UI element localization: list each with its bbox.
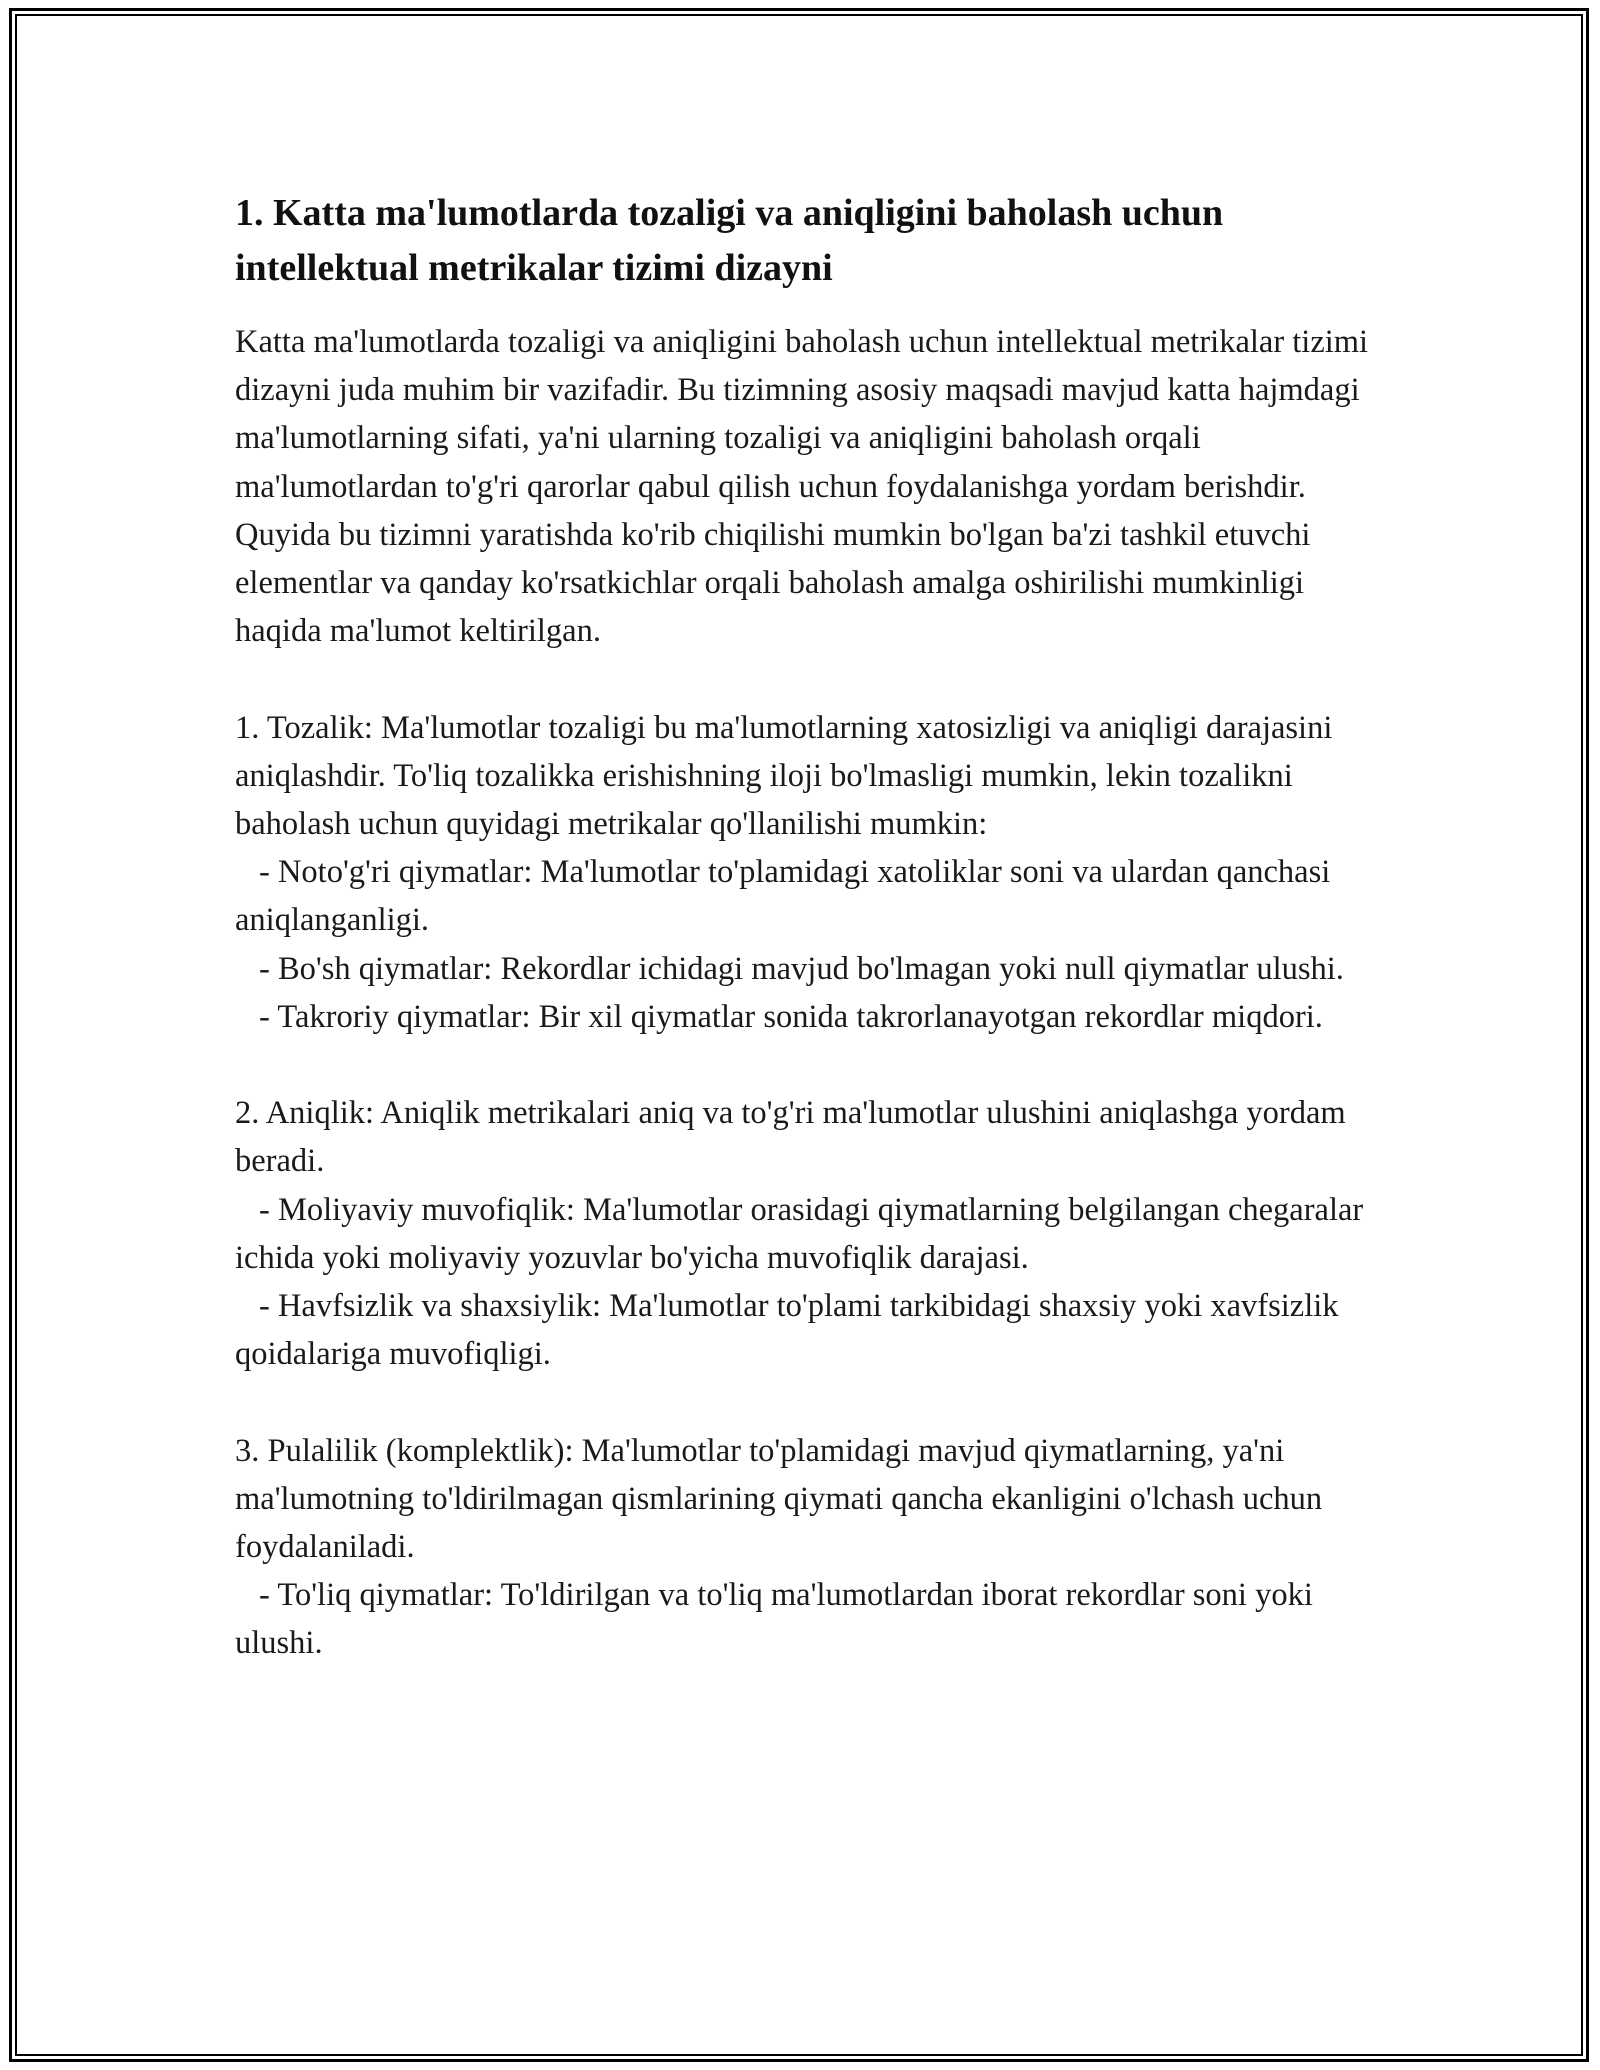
document-body bbox=[235, 186, 1375, 1668]
intro-paragraph: Katta ma'lumotlarda tozaligi va aniqligini baholash uchun intellektual metrikalar tizimi dizayni juda muhim bir vazifadir. Bu tizimning asosiy maqsadi mavjud katta hajmdagi ma'lumotlarning sifati, ya'ni ularning tozaligi va aniqligini baholash orqali ma'lumotlardan to'g'ri qarorlar qabul qilish uchun foydalanishga yordam berishdir. Quyida bu tizimni yaratishda ko'rib chiqilishi mumkin bo'lgan ba'zi tashkil etuvchi elementlar va qanday ko'rsatkichlar orqali baholash amalga oshirilishi mumkinligi haqida ma'lumot keltirilgan. bbox=[235, 324, 1369, 650]
paragraph-gap bbox=[235, 655, 1375, 703]
list-item-text: - To'liq qiymatlar: To'ldirilgan va to'liq ma'lumotlardan iborat rekordlar soni yoki ulushi. bbox=[235, 1577, 1313, 1662]
list-item bbox=[235, 848, 1375, 944]
paragraph-gap bbox=[235, 1041, 1375, 1089]
section-accuracy bbox=[235, 1089, 1375, 1378]
section-cleanliness bbox=[235, 704, 1375, 1041]
section-heading: 1. Tozalik: Ma'lumotlar tozaligi bu ma'lumotlarning xatosizligi va aniqligi darajasini aniqlashdir. To'liq tozalikka erishishning iloji bo'lmasligi mumkin, lekin tozalikni baholash uchun quyidagi metrikalar qo'llanilishi mumkin: bbox=[235, 709, 1333, 843]
section-heading: 2. Aniqlik: Aniqlik metrikalari aniq va to'g'ri ma'lumotlar ulushini aniqlashga yordam beradi. bbox=[235, 1095, 1346, 1180]
list-item-text: - Noto'g'ri qiymatlar: Ma'lumotlar to'plamidagi xatoliklar soni va ulardan qanchasi aniqlanganligi. bbox=[235, 854, 1331, 939]
section-heading: 3. Pulalilik (komplektlik): Ma'lumotlar to'plamidagi mavjud qiymatlarning, ya'ni ma'lumotning to'ldirilmagan qismlarining qiymati qancha ekanligini o'lchash uchun foydalaniladi. bbox=[235, 1432, 1323, 1566]
list-item-text: - Moliyaviy muvofiqlik: Ma'lumotlar orasidagi qiymatlarning belgilangan chegaralar ichida yoki moliyaviy yozuvlar bo'yicha muvofiqlik darajasi. bbox=[235, 1191, 1364, 1276]
list-item-text: - Takroriy qiymatlar: Bir xil qiymatlar sonida takrorlanayotgan rekordlar miqdori. bbox=[259, 998, 1323, 1035]
list-item-text: - Havfsizlik va shaxsiylik: Ma'lumotlar to'plami tarkibidagi shaxsiy yoki xavfsizlik qoidalariga muvofiqligi. bbox=[235, 1288, 1339, 1373]
list-item-text: - Bo'sh qiymatlar: Rekordlar ichidagi mavjud bo'lmagan yoki null qiymatlar ulushi. bbox=[259, 950, 1344, 987]
section-completeness bbox=[235, 1427, 1375, 1668]
document-title: 1. Katta ma'lumotlarda tozaligi va aniqligini baholash uchun intellektual metrikalar tizimi dizayni bbox=[235, 192, 1224, 289]
list-item bbox=[235, 1186, 1375, 1282]
list-item bbox=[235, 993, 1375, 1041]
list-item bbox=[235, 945, 1375, 993]
paragraph-gap bbox=[235, 1378, 1375, 1426]
list-item bbox=[235, 1571, 1375, 1667]
list-item bbox=[235, 1282, 1375, 1378]
